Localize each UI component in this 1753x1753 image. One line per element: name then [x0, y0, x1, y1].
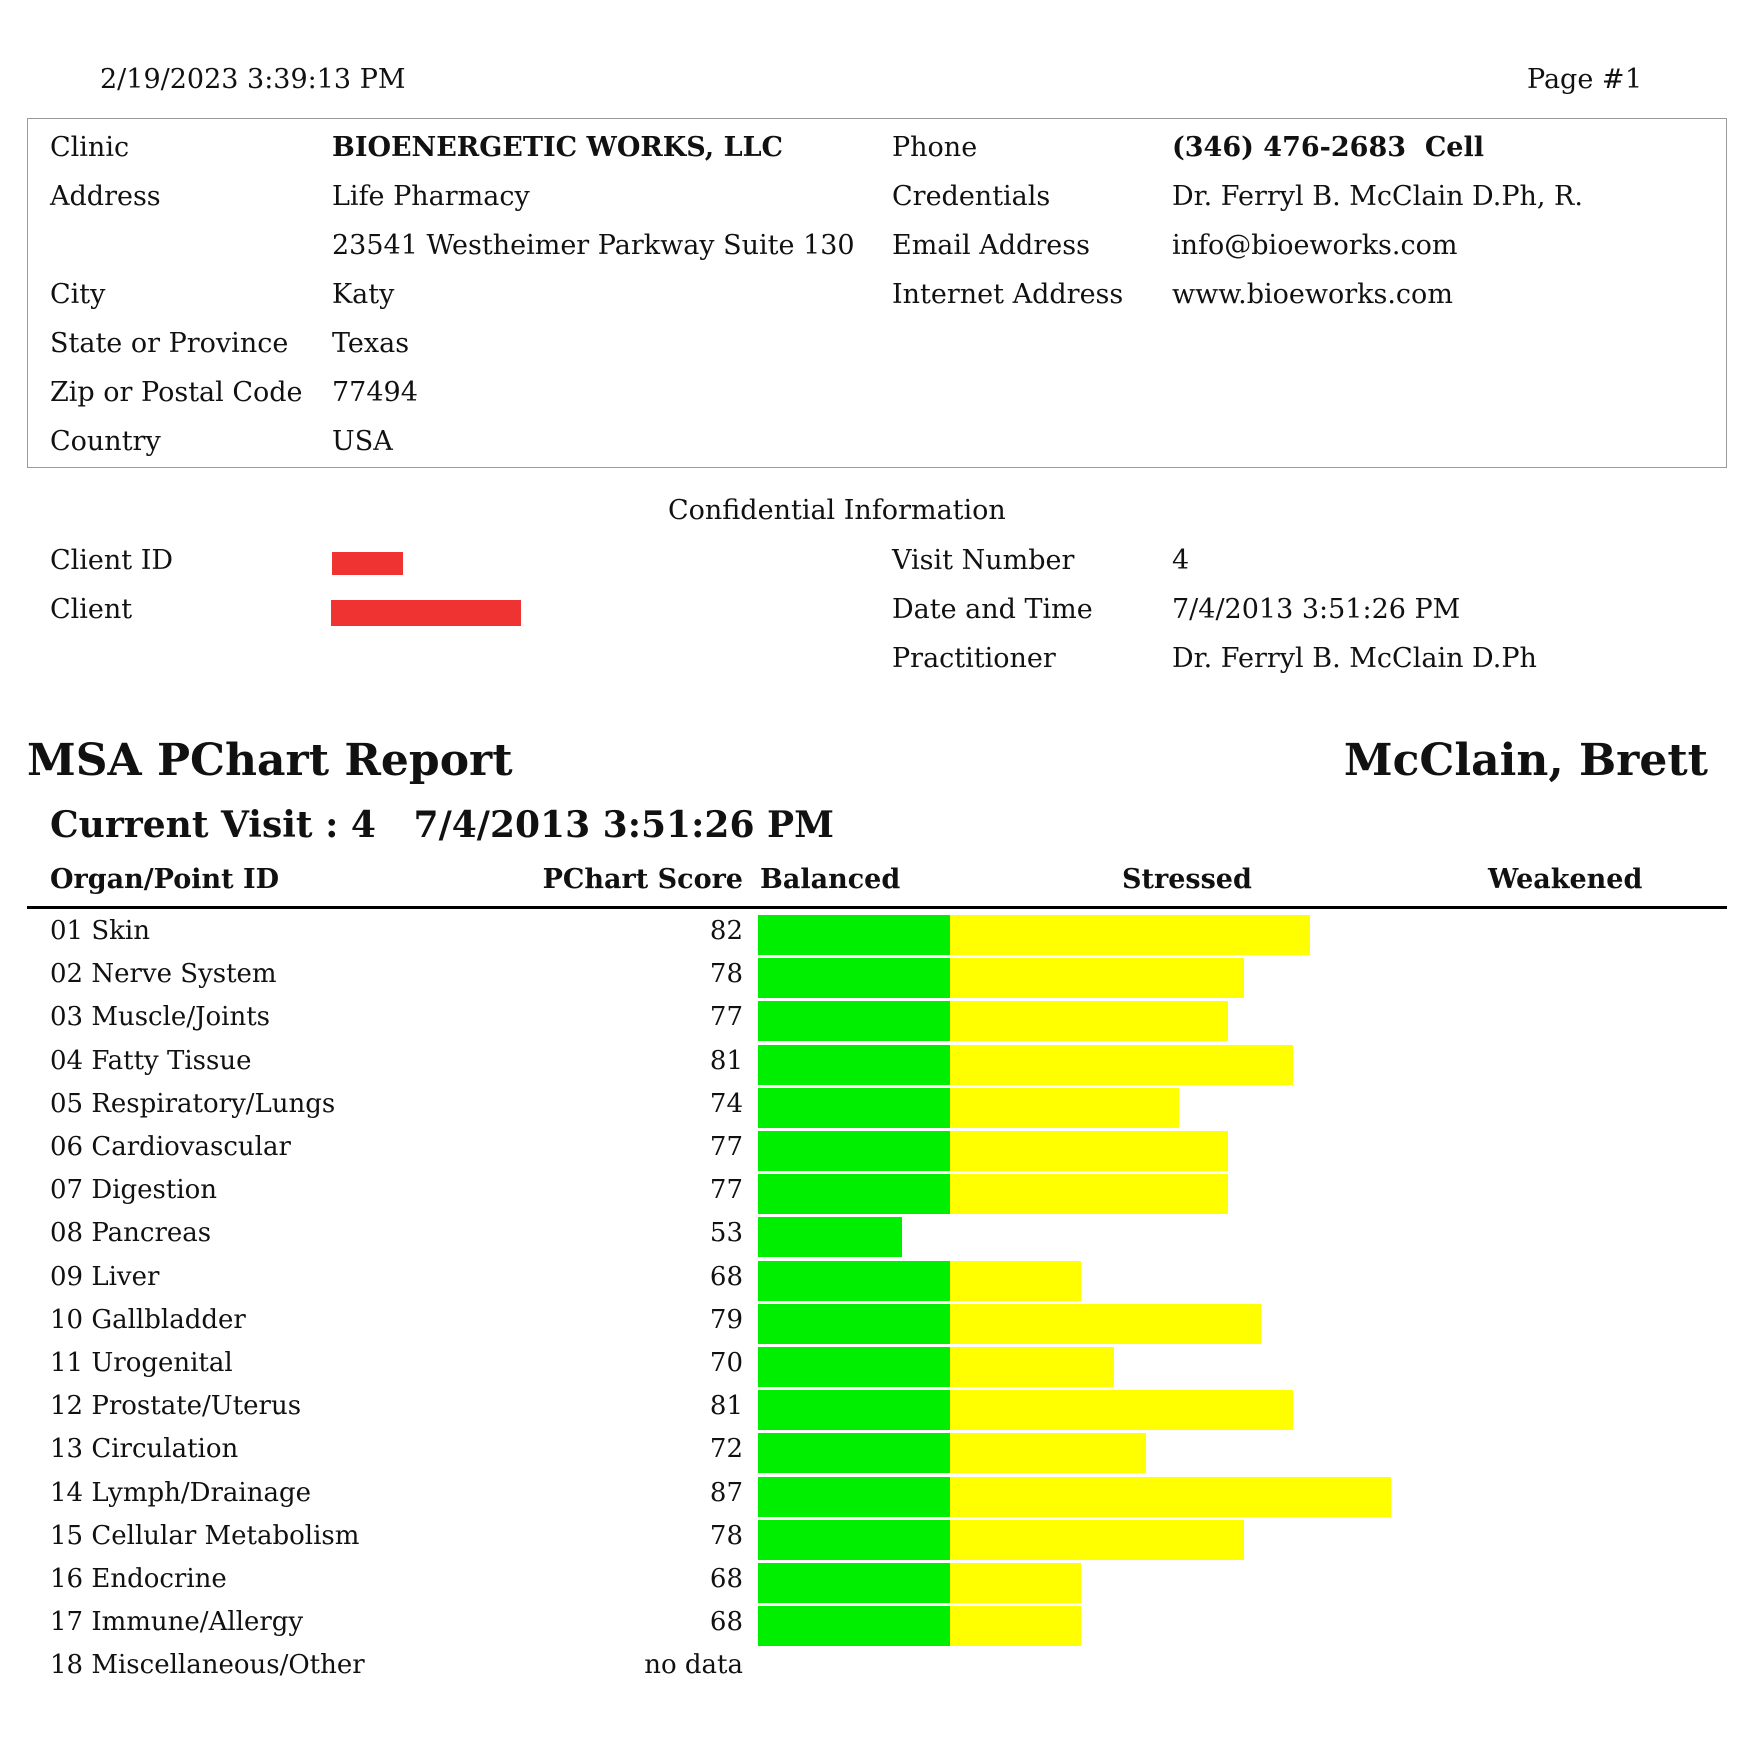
- address-label: Address: [50, 181, 161, 212]
- visit-number-label: Visit Number: [892, 545, 1075, 576]
- bar-balanced: [758, 1045, 950, 1085]
- row-score: 77: [709, 1132, 743, 1162]
- address-line1: Life Pharmacy: [332, 181, 530, 212]
- bar-stressed: [950, 1174, 1228, 1214]
- row-label: 14 Lymph/Drainage: [50, 1477, 312, 1508]
- row-score: no data: [644, 1650, 743, 1681]
- bar-stressed: [950, 1001, 1228, 1041]
- row-score: 78: [709, 1520, 743, 1551]
- bar-stressed: [950, 1347, 1114, 1387]
- bar-stressed: [950, 1563, 1081, 1603]
- bar-balanced: [758, 1217, 902, 1257]
- row-label: 18 Miscellaneous/Other: [50, 1650, 365, 1681]
- clinic-info-box: [27, 118, 1727, 468]
- visit-number-value: 4: [1172, 545, 1190, 576]
- state-label: State or Province: [50, 328, 289, 359]
- clinic-label: Clinic: [50, 132, 130, 163]
- row-label: 03 Muscle/Joints: [50, 1002, 271, 1033]
- row-label: 10 Gallbladder: [50, 1304, 246, 1335]
- bar-stressed: [950, 958, 1244, 998]
- row-score: 70: [709, 1348, 743, 1378]
- client-label: Client: [50, 594, 133, 625]
- col-header-stressed: Stressed: [1122, 864, 1252, 895]
- phone-value: (346) 476-2683 Cell: [1172, 132, 1485, 163]
- report-timestamp: 2/19/2023 3:39:13 PM: [100, 64, 406, 95]
- row-score: 74: [709, 1088, 743, 1119]
- bar-balanced: [758, 1261, 950, 1301]
- col-header-balanced: Balanced: [760, 864, 901, 895]
- date-time-label: Date and Time: [892, 594, 1093, 625]
- zip-label: Zip or Postal Code: [50, 377, 303, 408]
- bar-balanced: [758, 958, 950, 998]
- bar-balanced: [758, 1563, 950, 1603]
- bar-stressed: [950, 1390, 1293, 1430]
- internet-value: www.bioeworks.com: [1172, 279, 1453, 310]
- current-visit: Current Visit : 4 7/4/2013 3:51:26 PM: [50, 804, 834, 846]
- email-value: info@bioeworks.com: [1172, 230, 1458, 261]
- practitioner-value: Dr. Ferryl B. McClain D.Ph: [1172, 643, 1537, 674]
- row-score: 53: [709, 1218, 743, 1249]
- bar-balanced: [758, 1347, 950, 1387]
- header-rule: [27, 906, 1727, 909]
- country-label: Country: [50, 426, 161, 457]
- bar-balanced: [758, 1477, 950, 1517]
- report-title: MSA PChart Report: [27, 735, 513, 786]
- bar-balanced: [758, 1520, 950, 1560]
- row-label: 07 Digestion: [50, 1175, 218, 1206]
- row-label: 05 Respiratory/Lungs: [50, 1088, 336, 1119]
- row-label: 15 Cellular Metabolism: [50, 1520, 360, 1551]
- page-number: 1: [1625, 64, 1643, 95]
- col-header-weakened: Weakened: [1488, 864, 1643, 895]
- client-id-redaction: [332, 552, 403, 575]
- row-label: 08 Pancreas: [50, 1218, 212, 1249]
- bar-balanced: [758, 1606, 950, 1646]
- row-score: 81: [709, 1391, 743, 1422]
- bar-stressed: [950, 1433, 1146, 1473]
- row-score: 81: [709, 1045, 743, 1076]
- internet-label: Internet Address: [892, 279, 1124, 310]
- row-score: 77: [709, 1175, 743, 1206]
- row-score: 82: [709, 916, 743, 946]
- credentials-label: Credentials: [892, 181, 1051, 212]
- city-label: City: [50, 279, 106, 310]
- bar-stressed: [950, 1477, 1391, 1517]
- row-score: 68: [709, 1261, 743, 1292]
- bar-stressed: [950, 1606, 1081, 1646]
- country-value: USA: [332, 426, 393, 457]
- bar-balanced: [758, 915, 950, 955]
- bar-stressed: [950, 1304, 1261, 1344]
- zip-value: 77494: [332, 377, 418, 408]
- bar-stressed: [950, 1045, 1293, 1085]
- bar-balanced: [758, 1088, 950, 1128]
- row-label: 06 Cardiovascular: [50, 1132, 291, 1162]
- bar-stressed: [950, 1131, 1228, 1171]
- bar-balanced: [758, 1131, 950, 1171]
- row-score: 72: [709, 1434, 743, 1465]
- state-value: Texas: [332, 328, 410, 359]
- row-label: 11 Urogenital: [50, 1348, 233, 1378]
- bar-balanced: [758, 1433, 950, 1473]
- clinic-name: BIOENERGETIC WORKS, LLC: [332, 132, 784, 163]
- row-label: 16 Endocrine: [50, 1564, 227, 1594]
- bar-balanced: [758, 1390, 950, 1430]
- email-label: Email Address: [892, 230, 1090, 261]
- row-score: 68: [709, 1564, 743, 1594]
- patient-name: McClain, Brett: [1343, 735, 1708, 786]
- date-time-value: 7/4/2013 3:51:26 PM: [1172, 594, 1461, 625]
- row-label: 09 Liver: [50, 1261, 160, 1292]
- client-id-label: Client ID: [50, 545, 174, 576]
- row-score: 77: [709, 1002, 743, 1033]
- row-label: 13 Circulation: [50, 1434, 239, 1465]
- address-line2: 23541 Westheimer Parkway Suite 130: [332, 230, 855, 261]
- row-score: 78: [709, 959, 743, 990]
- confidential-heading: Confidential Information: [668, 495, 1006, 526]
- practitioner-label: Practitioner: [892, 643, 1056, 674]
- col-header-score: PChart Score: [542, 864, 743, 895]
- phone-label: Phone: [892, 132, 978, 163]
- bar-balanced: [758, 1001, 950, 1041]
- bar-stressed: [950, 1261, 1081, 1301]
- col-header-organ: Organ/Point ID: [50, 864, 279, 895]
- row-label: 12 Prostate/Uterus: [50, 1391, 302, 1422]
- city-value: Katy: [332, 279, 395, 310]
- bar-stressed: [950, 1520, 1244, 1560]
- bar-balanced: [758, 1174, 950, 1214]
- row-score: 79: [709, 1304, 743, 1335]
- row-label: 01 Skin: [50, 916, 150, 946]
- row-score: 87: [709, 1477, 743, 1508]
- row-label: 04 Fatty Tissue: [50, 1045, 252, 1076]
- page-label: Page #: [1527, 64, 1625, 95]
- bar-balanced: [758, 1304, 950, 1344]
- credentials-value: Dr. Ferryl B. McClain D.Ph, R.: [1172, 181, 1583, 212]
- row-score: 68: [709, 1607, 743, 1638]
- row-label: 02 Nerve System: [50, 959, 277, 990]
- client-name-redaction: [331, 600, 521, 626]
- bar-stressed: [950, 915, 1310, 955]
- bar-stressed: [950, 1088, 1179, 1128]
- row-label: 17 Immune/Allergy: [50, 1607, 304, 1638]
